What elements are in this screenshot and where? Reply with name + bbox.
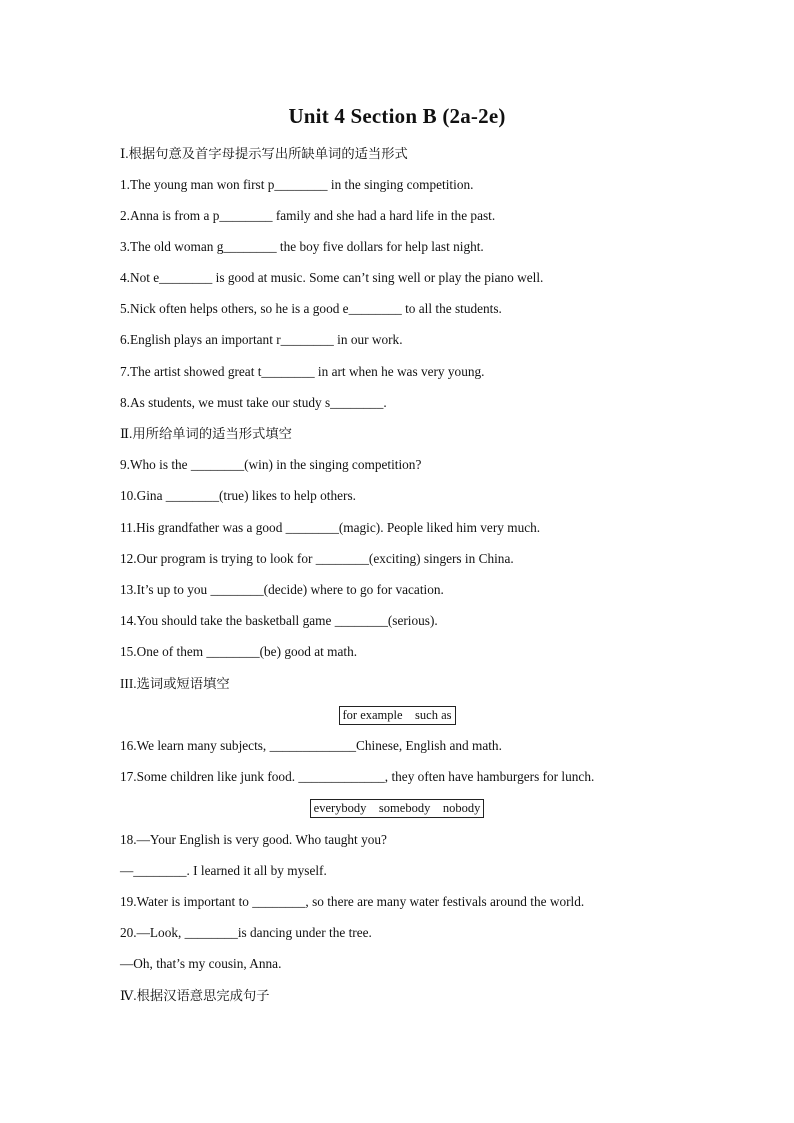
word-box-1-wrap xyxy=(0,706,794,725)
question-8: 8.As students, we must take our study s________. xyxy=(120,395,387,410)
section-3-heading: III.选词或短语填空 xyxy=(120,676,230,691)
question-20: 20.—Look, ________is dancing under the tree. xyxy=(120,925,372,940)
section-2-heading: Ⅱ.用所给单词的适当形式填空 xyxy=(120,426,292,441)
question-11: 11.His grandfather was a good ________(magic). People liked him very much. xyxy=(120,520,541,535)
question-17: 17.Some children like junk food. _____________, they often have hamburgers for lunch. xyxy=(120,769,595,784)
question-19: 19.Water is important to ________, so there are many water festivals around the world. xyxy=(120,894,585,909)
question-4: 4.Not e________ is good at music. Some can’t sing well or play the piano well. xyxy=(120,270,544,285)
question-12: 12.Our program is trying to look for ________(exciting) singers in China. xyxy=(120,551,514,566)
question-3: 3.The old woman g________ the boy five dollars for help last night. xyxy=(120,239,484,254)
word-box-2-wrap xyxy=(0,799,794,818)
section-4-heading: Ⅳ.根据汉语意思完成句子 xyxy=(120,988,270,1003)
question-1: 1.The young man won first p________ in the singing competition. xyxy=(120,177,474,192)
question-5: 5.Nick often helps others, so he is a good e________ to all the students. xyxy=(120,301,502,316)
question-20-answer: —Oh, that’s my cousin, Anna. xyxy=(120,956,282,971)
question-18-answer: —________. I learned it all by myself. xyxy=(120,863,327,878)
question-16: 16.We learn many subjects, _____________Chinese, English and math. xyxy=(120,738,502,753)
question-2: 2.Anna is from a p________ family and she had a hard life in the past. xyxy=(120,208,496,223)
question-9: 9.Who is the ________(win) in the singing competition? xyxy=(120,457,422,472)
question-18: 18.—Your English is very good. Who taught you? xyxy=(120,832,387,847)
word-box-1: for example such as xyxy=(339,706,456,725)
question-13: 13.It’s up to you ________(decide) where to go for vacation. xyxy=(120,582,444,597)
word-box-2: everybody somebody nobody xyxy=(310,799,485,818)
question-14: 14.You should take the basketball game ________(serious). xyxy=(120,613,438,628)
question-10: 10.Gina ________(true) likes to help others. xyxy=(120,488,356,503)
section-1-heading: Ⅰ.根据句意及首字母提示写出所缺单词的适当形式 xyxy=(120,146,408,161)
page-title: Unit 4 Section B (2a-2e) xyxy=(288,104,506,128)
question-15: 15.One of them ________(be) good at math. xyxy=(120,644,358,659)
question-6: 6.English plays an important r________ in our work. xyxy=(120,332,403,347)
question-7: 7.The artist showed great t________ in art when he was very young. xyxy=(120,364,485,379)
